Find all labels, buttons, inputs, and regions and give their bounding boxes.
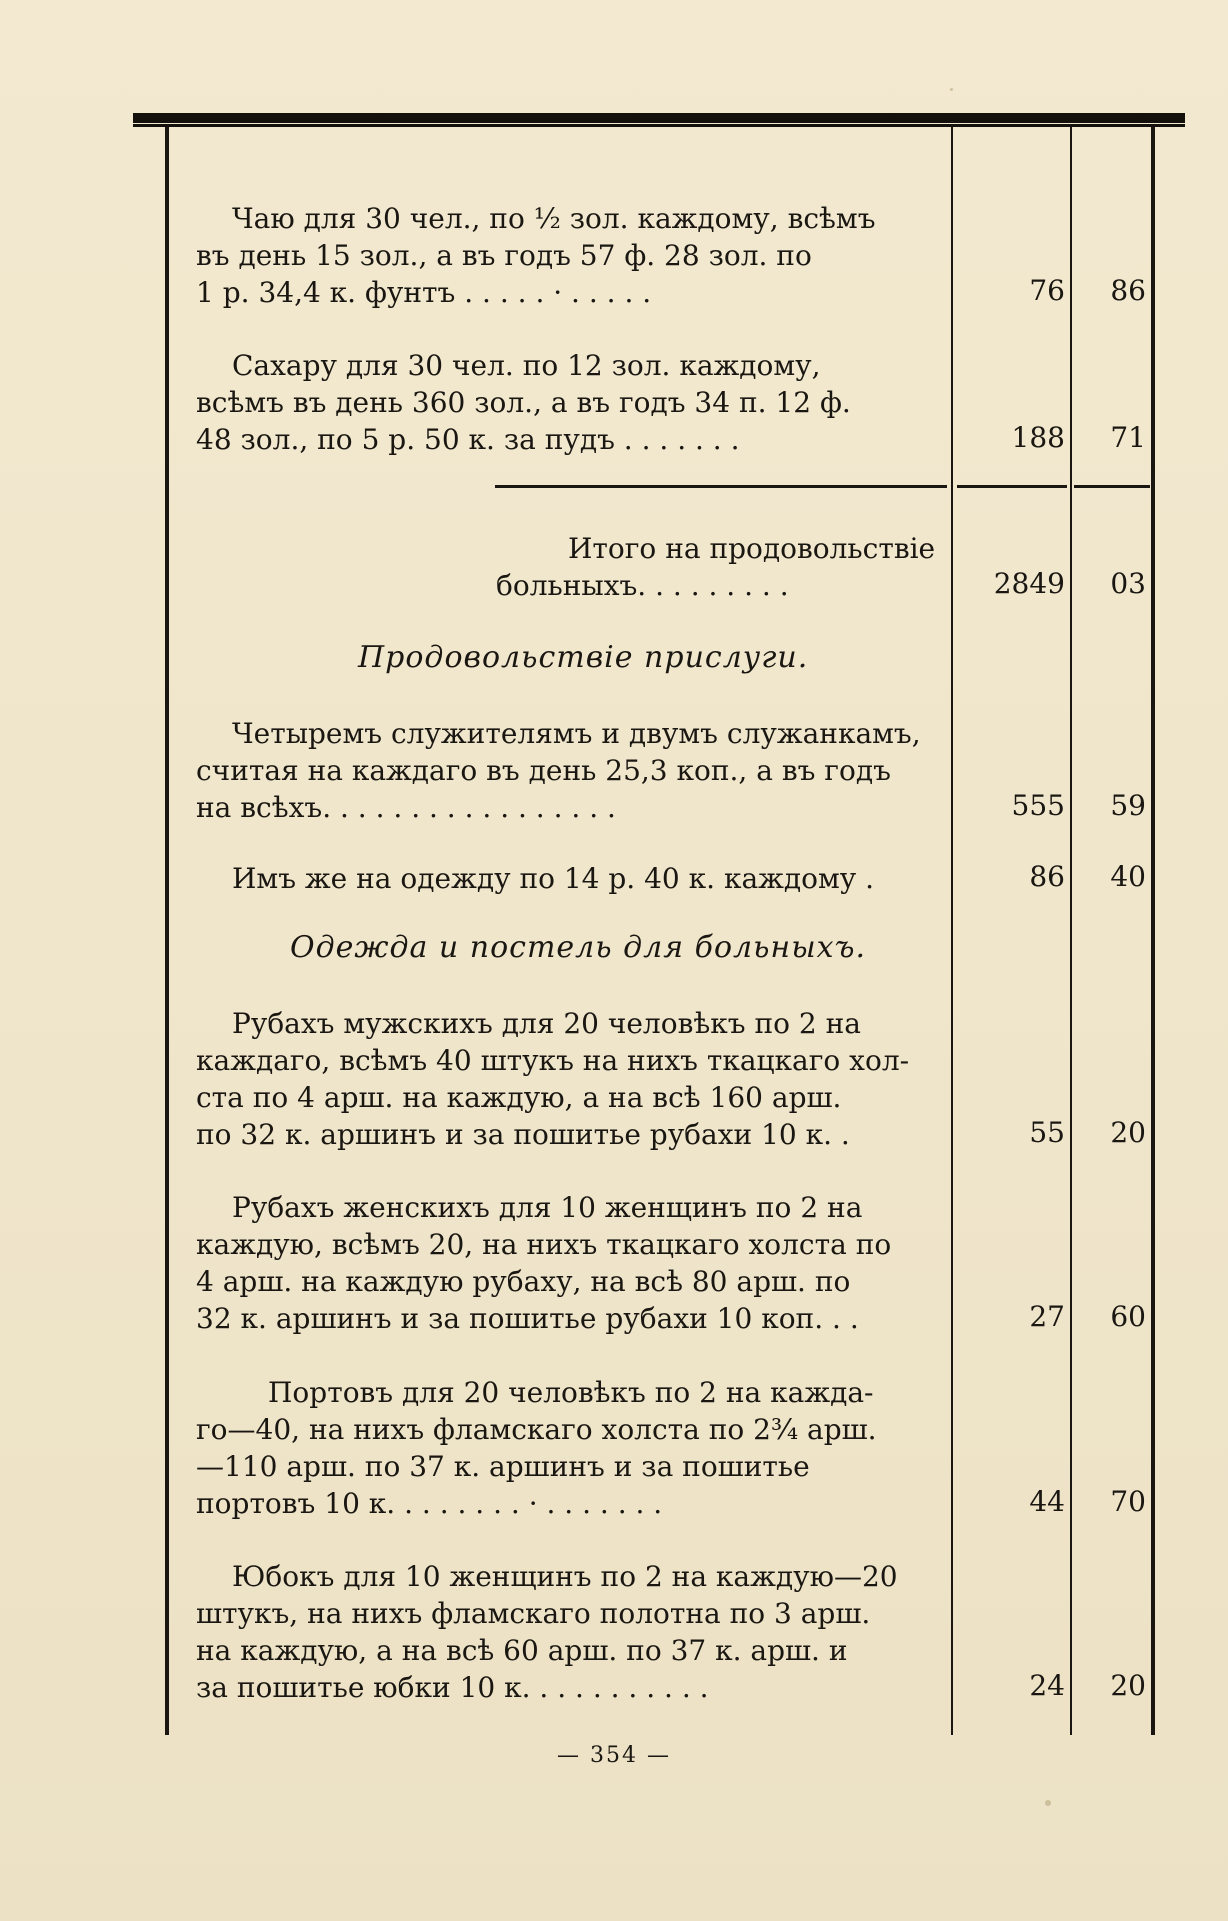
entry-line: каждаго, всѣмъ 40 штукъ на нихъ ткацкаго хол-	[196, 1044, 910, 1077]
table-left-border	[165, 127, 169, 1735]
amount-rubles: 55	[1029, 1116, 1065, 1149]
entry-line: Чаю для 30 чел., по ½ зол. каждому, всѣмъ	[232, 202, 876, 235]
entry-line: на всѣхъ. . . . . . . . . . . . . . . . .	[196, 791, 616, 824]
amount-rubles: 188	[1011, 421, 1065, 454]
entry-line: считая на каждаго въ день 25,3 коп., а въ годъ	[196, 754, 891, 787]
amount-kopecks: 71	[1110, 421, 1146, 454]
rubles-column-divider	[951, 127, 953, 1735]
entry-line: 32 к. аршинъ и за пошитье рубахи 10 коп. . .	[196, 1302, 859, 1335]
entry-line: Рубахъ мужскихъ для 20 человѣкъ по 2 на	[232, 1007, 861, 1040]
page-number: — 354 —	[557, 1743, 671, 1768]
amount-kopecks: 40	[1110, 860, 1146, 893]
section-heading-servants: Продовольствіе прислуги.	[358, 640, 809, 675]
subtotal-rule-rubles	[957, 485, 1067, 488]
amount-kopecks: 86	[1110, 274, 1146, 307]
amount-rubles: 27	[1029, 1300, 1065, 1333]
entry-line: —110 арш. по 37 к. аршинъ и за пошитье	[196, 1450, 810, 1483]
amount-kopecks: 60	[1110, 1300, 1146, 1333]
entry-line: 4 арш. на каждую рубаху, на всѣ 80 арш. по	[196, 1265, 851, 1298]
entry-line: ста по 4 арш. на каждую, а на всѣ 160 арш.	[196, 1081, 842, 1114]
entry-line: портовъ 10 к. . . . . . . . · . . . . . . .	[196, 1487, 663, 1520]
table-right-border	[1151, 127, 1155, 1735]
amount-kopecks: 20	[1110, 1116, 1146, 1149]
amount-kopecks: 70	[1110, 1485, 1146, 1518]
amount-rubles: 24	[1029, 1669, 1065, 1702]
entry-line: Сахару для 30 чел. по 12 зол. каждому,	[232, 349, 821, 382]
entry-servants-food	[196, 715, 936, 826]
entry-trousers	[196, 1374, 936, 1522]
entry-line: въ день 15 зол., а въ годъ 57 ф. 28 зол. по	[196, 239, 812, 272]
entry-sugar	[196, 347, 936, 458]
amount-kopecks: 20	[1110, 1669, 1146, 1702]
subtotal-rule-kopecks	[1074, 485, 1150, 488]
kopecks-column-divider	[1070, 127, 1072, 1735]
entry-line: за пошитье юбки 10 к. . . . . . . . . . .	[196, 1671, 709, 1704]
amount-kopecks: 03	[1110, 567, 1146, 600]
entry-line: Портовъ для 20 человѣкъ по 2 на кажда-	[268, 1376, 874, 1409]
entry-line: го—40, на нихъ фламскаго холста по 2¾ арш.	[196, 1413, 877, 1446]
entry-skirts	[196, 1558, 936, 1706]
entry-mens-shirts	[196, 1005, 936, 1153]
paper-speck	[950, 88, 953, 91]
entry-line: штукъ, на нихъ фламскаго полотна по 3 арш.	[196, 1597, 871, 1630]
entry-line: Имъ же на одежду по 14 р. 40 к. каждому .	[232, 862, 875, 895]
entry-line: всѣмъ въ день 360 зол., а въ годъ 34 п. 12 ф.	[196, 386, 851, 419]
amount-rubles: 44	[1029, 1485, 1065, 1518]
amount-kopecks: 59	[1110, 789, 1146, 822]
entry-line: на каждую, а на всѣ 60 арш. по 37 к. арш. и	[196, 1634, 848, 1667]
subtotal-rule	[495, 485, 947, 488]
entry-line: каждую, всѣмъ 20, на нихъ ткацкаго холста по	[196, 1228, 892, 1261]
entry-subtotal	[496, 530, 936, 604]
entry-womens-shirts	[196, 1189, 936, 1337]
amount-rubles: 555	[1011, 789, 1065, 822]
entry-line: больныхъ. . . . . . . . .	[496, 569, 789, 602]
amount-rubles: 76	[1029, 274, 1065, 307]
entry-line: по 32 к. аршинъ и за пошитье рубахи 10 к. .	[196, 1118, 850, 1151]
entry-line: Юбокъ для 10 женщинъ по 2 на каждую—20	[232, 1560, 898, 1593]
section-heading-clothing: Одежда и постель для больныхъ.	[290, 930, 867, 965]
entry-servants-clothing	[196, 860, 936, 897]
entry-tea	[196, 200, 936, 311]
amount-rubles: 86	[1029, 860, 1065, 893]
paper-speck	[1045, 1800, 1051, 1806]
entry-line: 1 р. 34,4 к. фунтъ . . . . . · . . . . .	[196, 276, 652, 309]
entry-line: 48 зол., по 5 р. 50 к. за пудъ . . . . . . .	[196, 423, 740, 456]
amount-rubles: 2849	[993, 567, 1065, 600]
entry-line: Четыремъ служителямъ и двумъ служанкамъ,	[232, 717, 921, 750]
entry-line: Итого на продовольствіе	[568, 532, 936, 565]
top-double-rule	[133, 113, 1185, 123]
entry-line: Рубахъ женскихъ для 10 женщинъ по 2 на	[232, 1191, 863, 1224]
